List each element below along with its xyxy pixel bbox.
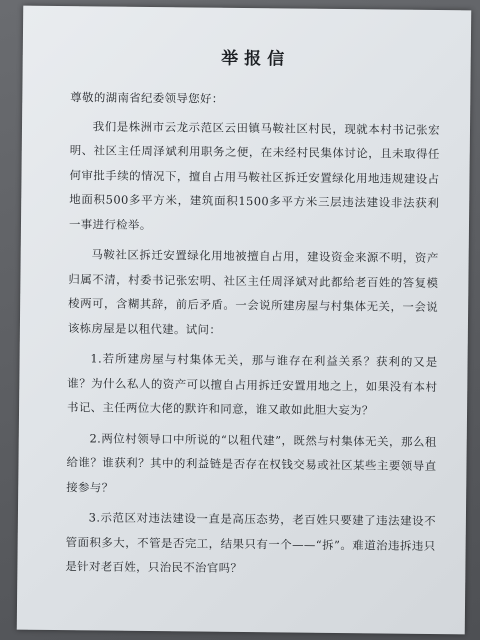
paragraph-land-use: 马鞍社区拆迁安置绿化用地被擅自占用，建设资金来源不明，资产归属不清，村委书记张宏明、社区主任周泽斌对此都给老百姓的答复模棱两可，含糊其辞，前后矛盾。一会说所建房屋与村集体无关，一会说该栋房屋是以租代建。试问： — [67, 247, 439, 337]
paragraph-question-1: 1.若所建房屋与村集体无关，那与谁存在利益关系？获利的又是谁？为什么私人的资产可以擅自占用拆迁安置用地之上，如果没有本村书记、主任两位大佬的默许和同意，谁又敢如此胆大妄为？ — [67, 351, 438, 418]
letter-salutation: 尊敬的湖南省纪委领导您好： — [70, 90, 224, 106]
letter-sheet — [17, 6, 472, 635]
paragraph-question-3: 3.示范区对违法建设一直是高压态势，老百姓只要建了违法建设不管面积多大，不管是否完工，结果只有一个——“拆”。难道治违拆违只是针对老百姓，只治民不治官吗？ — [65, 510, 436, 575]
paragraph-intro: 我们是株洲市云龙示范区云田镇马鞍社区村民，现就本村书记张宏明、社区主任周泽斌利用职务之便，在未经村民集体讨论，且未取得任何审批手续的情况下，擅自占用马鞍社区拆迁安置绿化用地违规建设占地面积500多平方米，建筑面积1500多平方米三层违法建设非法获利一事进行检举。 — [68, 118, 441, 232]
paragraph-question-2: 2.两位村领导口中所说的“以租代建”，既然与村集体无关，那么租给谁？谁获利？其中的利益链是否存在权钱交易或社区某些主要领导直接参与？ — [66, 430, 437, 495]
letter-title: 举报信 — [221, 48, 291, 70]
